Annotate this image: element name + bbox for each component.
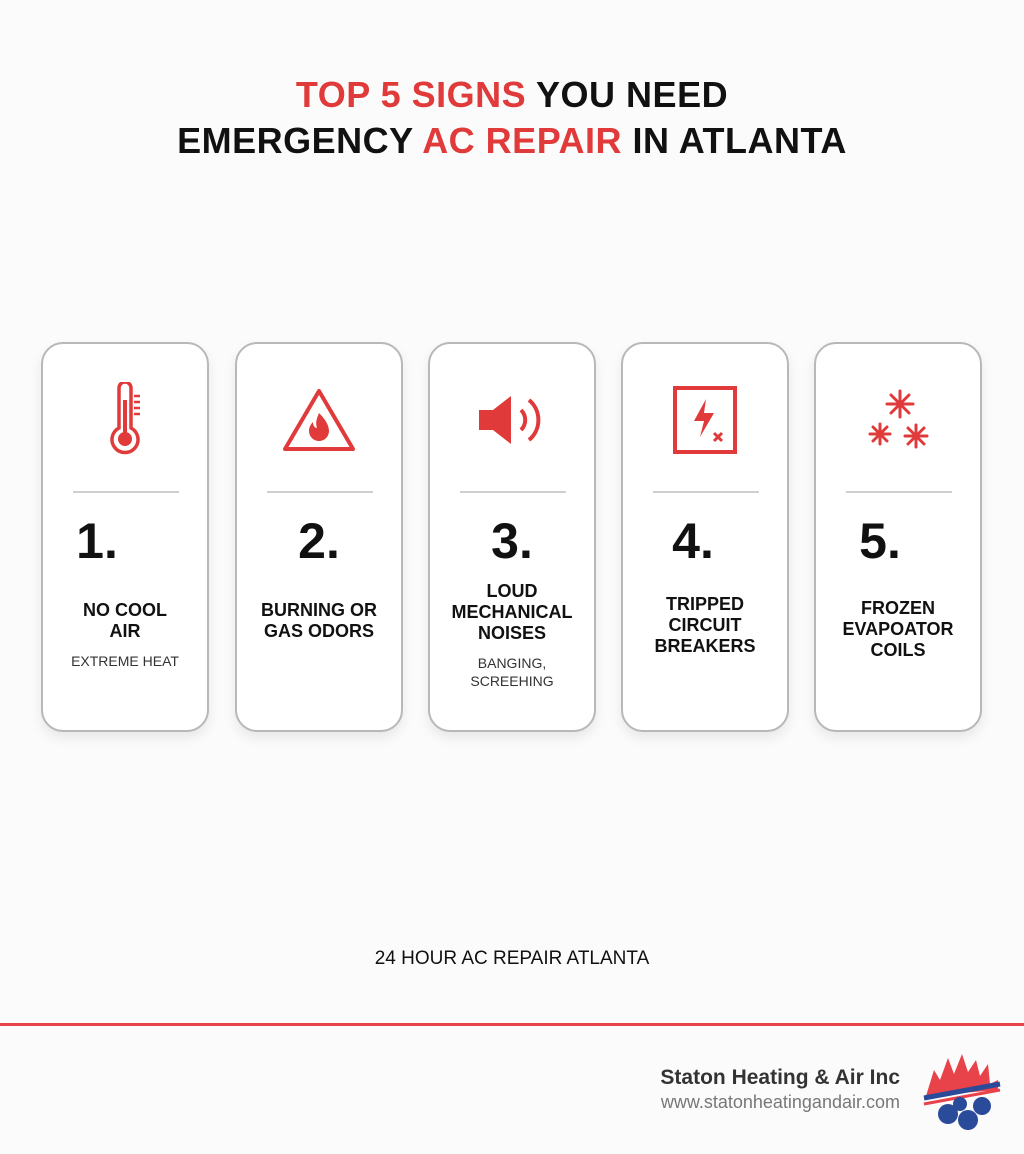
sign-number: 3. bbox=[491, 513, 533, 569]
divider bbox=[460, 491, 566, 493]
sign-card-3 bbox=[428, 342, 596, 732]
fire-warning-icon bbox=[237, 382, 401, 458]
sign-number: 2. bbox=[298, 513, 340, 569]
title-black-2: EMERGENCY bbox=[177, 120, 423, 161]
sign-subtext: EXTREME HEAT bbox=[71, 653, 179, 669]
sign-number: 4. bbox=[672, 513, 714, 569]
title-red-1: TOP 5 SIGNS bbox=[295, 74, 527, 115]
sign-card-5 bbox=[814, 342, 982, 732]
tagline: 24 HOUR AC REPAIR ATLANTA bbox=[374, 948, 650, 969]
sign-label: TRIPPED CIRCUIT BREAKERS bbox=[654, 594, 756, 656]
sign-label: FROZEN EVAPOATOR COILS bbox=[842, 598, 954, 660]
speaker-icon bbox=[430, 382, 594, 458]
sign-card-2 bbox=[235, 342, 403, 732]
sign-card-4 bbox=[621, 342, 789, 732]
sign-label: LOUD MECHANICAL NOISES bbox=[451, 581, 573, 643]
divider bbox=[653, 491, 759, 493]
title-black-1: YOU NEED bbox=[526, 74, 729, 115]
sign-number: 1. bbox=[76, 513, 118, 569]
sign-number: 5. bbox=[859, 513, 901, 569]
sign-card-1 bbox=[41, 342, 209, 732]
thermometer-icon bbox=[43, 382, 207, 458]
divider bbox=[846, 491, 952, 493]
sign-subtext: BANGING, SCREEHING bbox=[470, 655, 554, 689]
sign-label: BURNING OR GAS ODORS bbox=[261, 600, 377, 641]
page-title bbox=[0, 72, 1024, 164]
sign-label: NO COOL AIR bbox=[83, 600, 167, 641]
title-black-3: IN ATLANTA bbox=[622, 120, 847, 161]
footer-divider bbox=[0, 1023, 1024, 1026]
company-info bbox=[660, 1066, 900, 1113]
divider bbox=[267, 491, 373, 493]
company-name: Staton Heating & Air Inc bbox=[660, 1066, 900, 1089]
snowflake-icon bbox=[816, 382, 980, 458]
breaker-icon bbox=[623, 382, 787, 458]
title-red-2: AC REPAIR bbox=[422, 120, 623, 161]
company-logo-icon bbox=[922, 1050, 1002, 1137]
company-url[interactable]: www.statonheatingandair.com bbox=[660, 1092, 900, 1112]
divider bbox=[73, 491, 179, 493]
